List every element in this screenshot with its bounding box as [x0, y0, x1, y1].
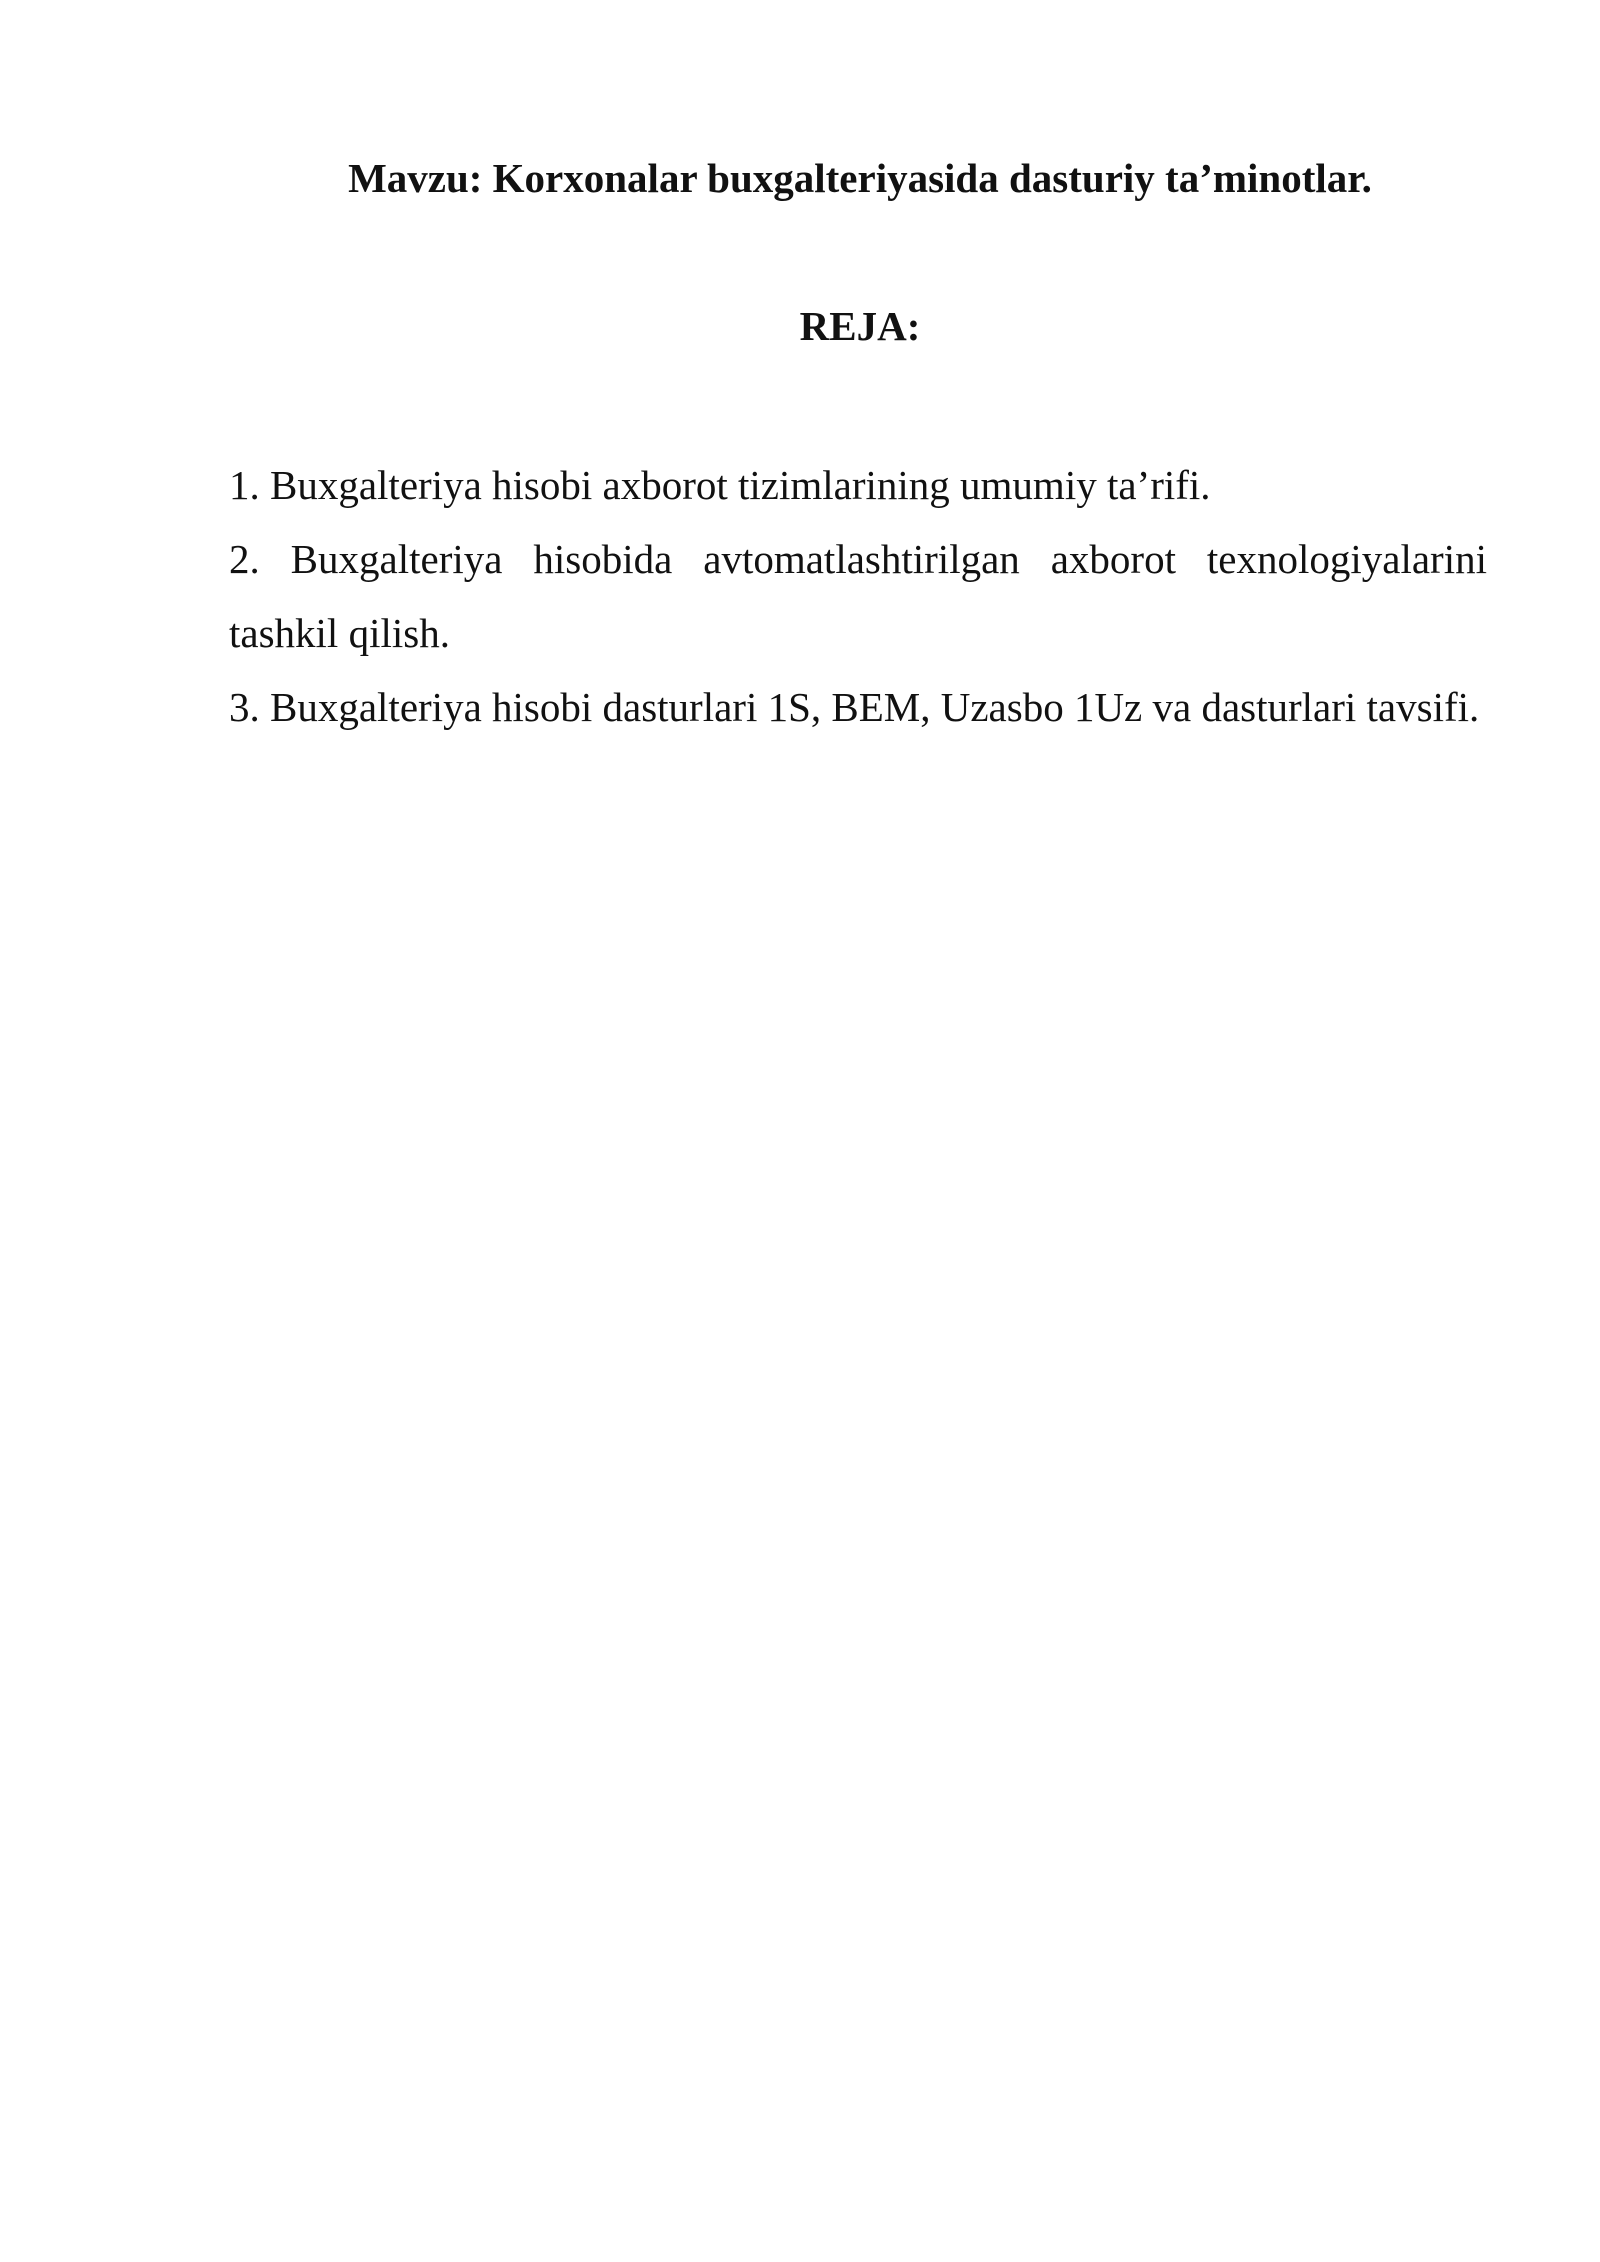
plan-heading: REJA:	[799, 303, 921, 349]
plan-item-2: 2. Buxgalteriya hisobida avtomatlashtirilgan axborot texnologiyalarini tashkil qilish.	[229, 536, 1487, 656]
plan-item-1: 1. Buxgalteriya hisobi axborot tizimlarining umumiy ta’rifi.	[229, 462, 1211, 508]
plan-list	[229, 448, 1487, 744]
plan-item-3: 3. Buxgalteriya hisobi dasturlari 1S, BEM, Uzasbo 1Uz va dasturlari tavsifi.	[229, 684, 1480, 730]
document-title: Mavzu: Korxonalar buxgalteriyasida dasturiy ta’minotlar.	[348, 155, 1372, 201]
